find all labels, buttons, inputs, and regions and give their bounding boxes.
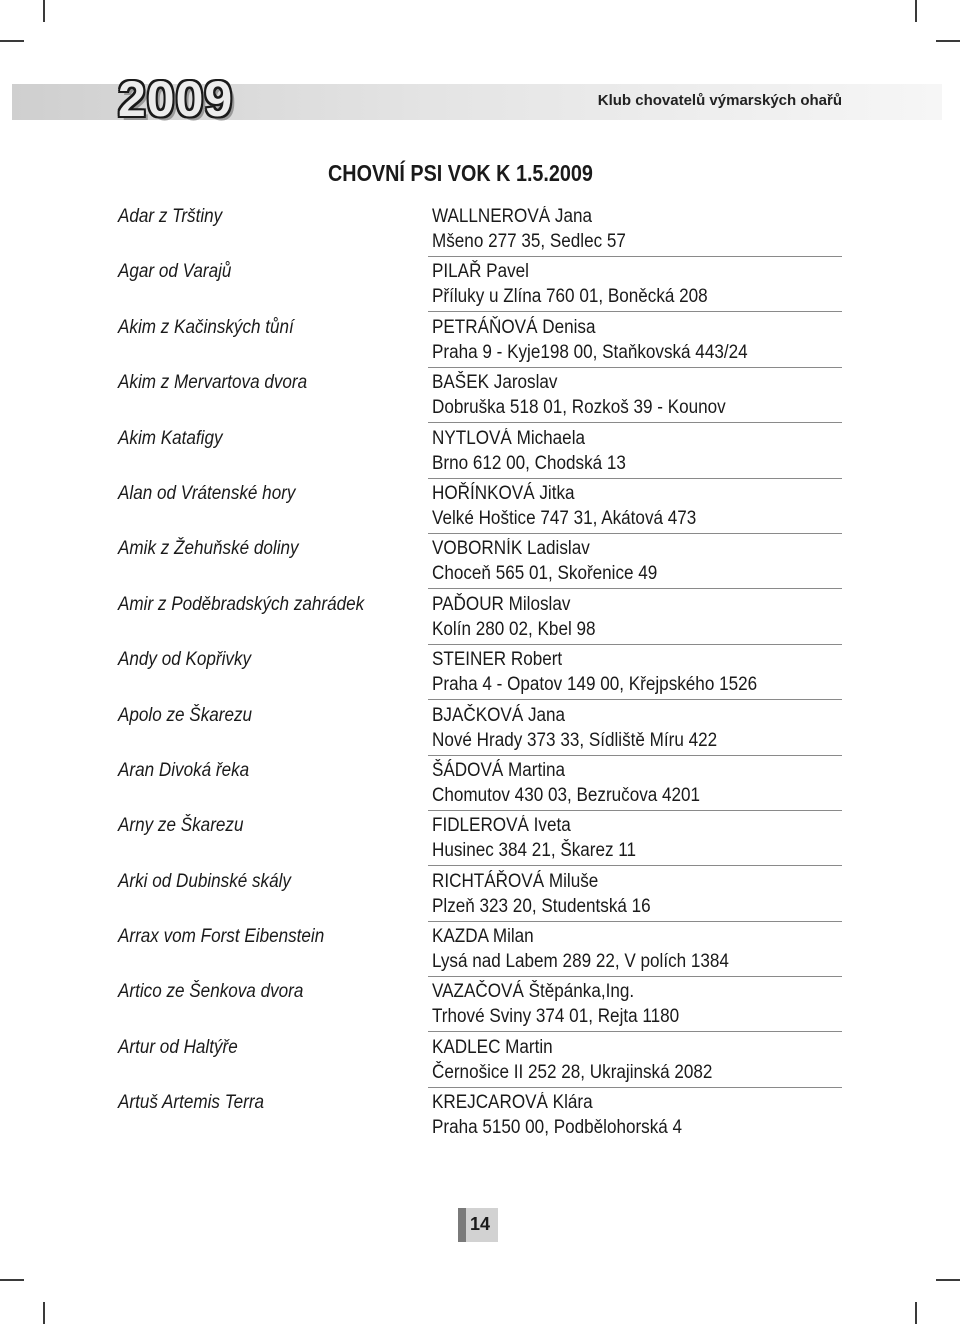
crop-mark [43,1302,45,1324]
dog-name: Akim Katafigy [118,427,223,449]
divider [428,644,842,645]
dog-name: Alan od Vrátenské hory [118,482,296,504]
dog-name: Agar od Varajů [118,261,232,283]
list-item [116,426,842,481]
divider [428,422,842,423]
owner-address: Trhové Sviny 374 01, Rejta 1180 [432,1006,680,1028]
owner-name: KREJCAROVÁ Klára [432,1092,593,1114]
list-item [116,315,842,370]
list-item [116,204,842,259]
divider [428,1031,842,1032]
crop-mark [43,0,45,22]
owner-name: STEINER Robert [432,649,563,671]
owner-name: HOŘÍNKOVÁ Jitka [432,482,575,504]
divider [428,1087,842,1088]
owner-name: BAŠEK Jaroslav [432,372,558,394]
owner-name: PAĎOUR Miloslav [432,593,571,615]
owner-address: Choceň 565 01, Skořenice 49 [432,563,658,585]
list-item [116,924,842,979]
list-item [116,536,842,591]
divider [428,367,842,368]
divider [428,256,842,257]
dog-name: Arny ze Škarezu [118,815,244,837]
owner-name: KAZDA Milan [432,926,534,948]
owner-address: Nové Hrady 373 33, Sídliště Míru 422 [432,729,718,751]
owner-address: Plzeň 323 20, Studentská 16 [432,895,651,917]
owner-address: Brno 612 00, Chodská 13 [432,452,626,474]
owner-address: Velké Hoštice 747 31, Akátová 473 [432,507,697,529]
owner-name: VAZAČOVÁ Štěpánka,Ing. [432,981,635,1003]
owner-name: NYTLOVÁ Michaela [432,427,586,449]
list-item [116,647,842,702]
crop-mark [915,1302,917,1324]
crop-mark [0,40,24,42]
crop-mark [0,1279,24,1281]
dog-name: Amik z Žehuňské doliny [118,538,299,560]
dog-name: Apolo ze Škarezu [118,704,253,726]
divider [428,865,842,866]
owner-name: PETRÁŇOVÁ Denisa [432,316,596,338]
club-name: Klub chovatelů výmarských ohařů [597,92,842,109]
owner-name: BJAČKOVÁ Jana [432,704,566,726]
dog-name: Artur od Haltýře [118,1036,238,1058]
crop-mark [915,0,917,22]
divider [428,921,842,922]
owner-name: RICHTÁŘOVÁ Miluše [432,870,599,892]
divider [428,533,842,534]
list-item [116,592,842,647]
dog-owner-list [116,204,842,1146]
owner-name: WALLNEROVÁ Jana [432,206,592,227]
year-badge: 2009 [118,71,234,127]
list-item [116,259,842,314]
owner-name: VOBORNÍK Ladislav [432,538,590,560]
list-item [116,869,842,924]
dog-name: Akim z Kačinských tůní [118,316,294,338]
owner-address: Černošice II 252 28, Ukrajinská 2082 [432,1061,713,1083]
list-item [116,979,842,1034]
divider [428,588,842,589]
owner-address: Praha 4 - Opatov 149 00, Křejpského 1526 [432,674,758,696]
owner-address: Praha 5150 00, Podbělohorská 4 [432,1117,683,1139]
owner-address: Kolín 280 02, Kbel 98 [432,618,596,640]
dog-name: Arrax vom Forst Eibenstein [118,926,325,948]
owner-address: Praha 9 - Kyje198 00, Staňkovská 443/24 [432,341,748,363]
owner-address: Lysá nad Labem 289 22, V polích 1384 [432,951,729,973]
list-item [116,481,842,536]
page-title: CHOVNÍ PSI VOK K 1.5.2009 [328,160,593,186]
owner-name: PILAŘ Pavel [432,261,529,283]
dog-name: Artico ze Šenkova dvora [118,981,304,1003]
owner-name: FIDLEROVÁ Iveta [432,815,571,837]
divider [428,478,842,479]
list-item [116,703,842,758]
dog-name: Adar z Trštiny [118,206,223,227]
divider [428,976,842,977]
owner-address: Husinec 384 21, Škarez 11 [432,840,637,862]
owner-name: ŠÁDOVÁ Martina [432,759,566,781]
owner-address: Chomutov 430 03, Bezručova 4201 [432,784,701,806]
list-item [116,1035,842,1090]
crop-mark [936,1279,960,1281]
page-number: 14 [470,1214,491,1234]
dog-name: Artuš Artemis Terra [118,1092,265,1114]
list-item [116,370,842,425]
dog-name: Aran Divoká řeka [118,759,250,781]
dog-name: Arki od Dubinské skály [118,870,291,892]
divider [428,699,842,700]
divider [428,755,842,756]
divider [428,810,842,811]
list-item [116,758,842,813]
owner-address: Mšeno 277 35, Sedlec 57 [432,231,626,252]
list-item [116,813,842,868]
owner-address: Příluky u Zlína 760 01, Boněcká 208 [432,286,708,308]
divider [428,311,842,312]
dog-name: Andy od Kopřivky [118,649,252,671]
dog-name: Amir z Poděbradských zahrádek [118,593,365,615]
owner-name: KADLEC Martin [432,1036,553,1058]
owner-address: Dobruška 518 01, Rozkoš 39 - Kounov [432,397,726,419]
dog-name: Akim z Mervartova dvora [118,372,308,394]
crop-mark [936,40,960,42]
list-item [116,1090,842,1145]
